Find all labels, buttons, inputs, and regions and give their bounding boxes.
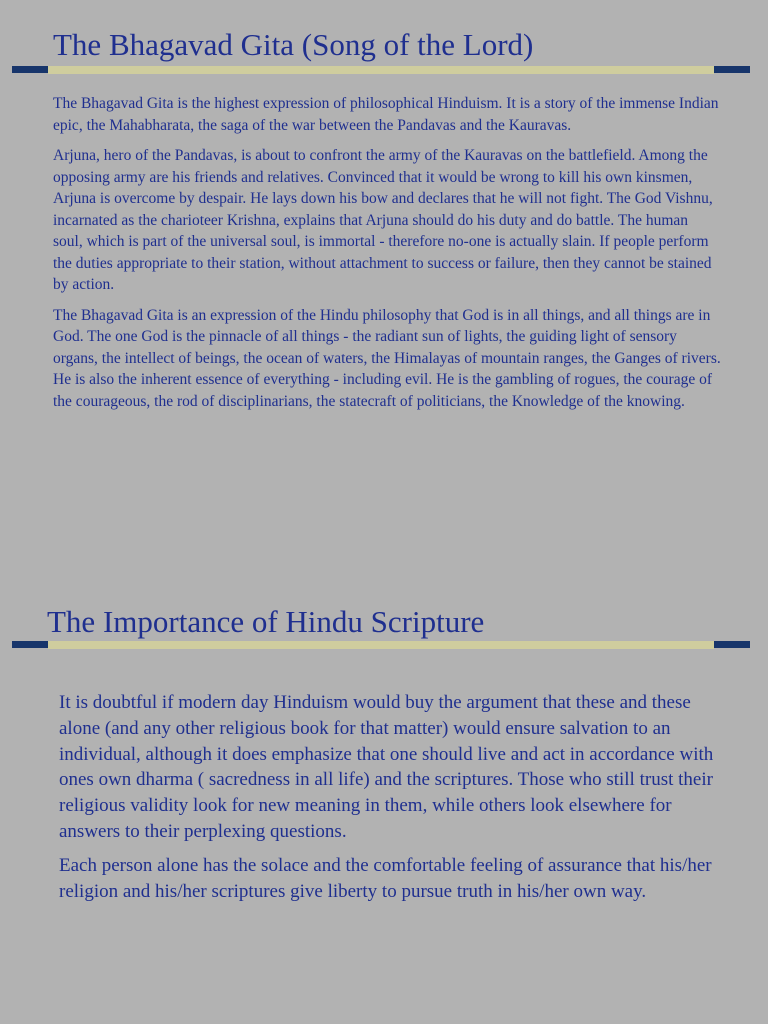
divider-right-cap <box>714 641 750 648</box>
divider-bar <box>48 66 714 74</box>
slide-body <box>53 93 721 421</box>
paragraph: It is doubtful if modern day Hinduism would buy the argument that these and these alone (and any other religious book for that matter) would ensure salvation to an individual, although it does emphasize that one should live and act in accordance with ones own dharma ( sacredness in all life) and the scriptures. Those who still trust their religious validity look for new meaning in them, while others look elsewhere for answers to their perplexing questions. <box>59 692 714 842</box>
divider-left-cap <box>12 641 48 648</box>
slide-hindu-scripture <box>0 512 768 1024</box>
paragraph: The Bhagavad Gita is an expression of the Hindu philosophy that God is in all things, and all things are in God. The one God is the pinnacle of all things - the radiant sun of lights, the guiding light of sensory organs, the intellect of beings, the ocean of waters, the Himalayas of mountain ranges, the Ganges of rivers. He is also the inherent essence of everything - including evil. He is the gambling of rogues, the courage of the courageous, the rod of disciplinarians, the statecraft of politicians, the Knowledge of the knowing. <box>53 306 721 410</box>
slide-title: The Bhagavad Gita (Song of the Lord) <box>53 27 534 62</box>
title-divider <box>12 641 750 649</box>
divider-left-cap <box>12 66 48 73</box>
title-divider <box>12 66 750 74</box>
paragraph: Each person alone has the solace and the comfortable feeling of assurance that his/her religion and his/her scriptures give liberty to pursue truth in his/her own way. <box>59 854 712 902</box>
slide-title: The Importance of Hindu Scripture <box>47 604 485 639</box>
slide-body <box>59 690 719 912</box>
paragraph: Arjuna, hero of the Pandavas, is about to confront the army of the Kauravas on the battlefield. Among the opposing army are his friends and relatives. Convinced that it would be wrong to kill his own kinsmen, Arjuna is overcome by despair. He lays down his bow and declares that he will not fight. The God Vishnu, incarnated as the charioteer Krishna, explains that Arjuna should do his duty and do battle. The human soul, which is part of the universal soul, is immortal - therefore no-one is actually slain. If people perform the duties appropriate to their station, without attachment to success or failure, then they cannot be stained by action. <box>53 147 713 293</box>
divider-right-cap <box>714 66 750 73</box>
divider-bar <box>48 641 714 649</box>
paragraph: The Bhagavad Gita is the highest expression of philosophical Hinduism. It is a story of the immense Indian epic, the Mahabharata, the saga of the war between the Pandavas and the Kauravas. <box>53 95 719 134</box>
